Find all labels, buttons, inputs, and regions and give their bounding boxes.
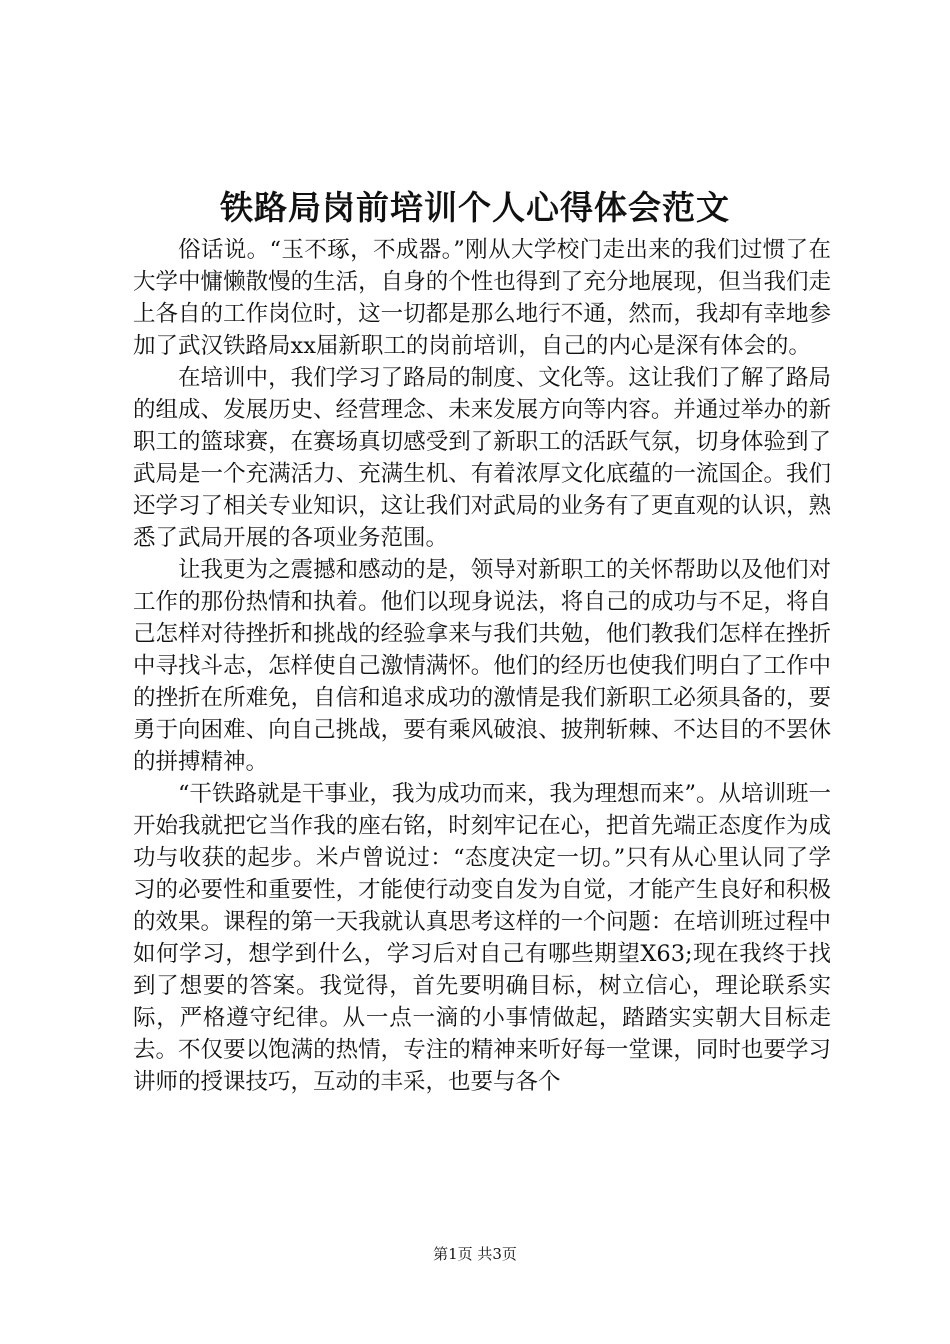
paragraph-4: “干铁路就是干事业，我为成功而来，我为理想而来”。从培训班一开始我就把它当作我的座右铭，时刻牢记在心，把首先端正态度作为成功与收获的起步。米卢曾说过：“态度决定一切。”只有从心里认同了学习的必要性和重要性，才能使行动变自发为自觉，才能产生良好和积极的效果。课程的第一天我就认真思考这样的一个问题：在培训班过程中如何学习，想学到什么，学习后对自己有哪些期望X63;现在我终于找到了想要的答案。我觉得，首先要明确目标，树立信心，理论联系实际，严格遵守纪律。从一点一滴的小事情做起，踏踏实实朝大目标走去。不仅要以饱满的热情，专注的精神来听好每一堂课，同时也要学习讲师的授课技巧，互动的丰采，也要与各个 xyxy=(133,781,832,1095)
document-body xyxy=(133,234,831,1098)
page-number-footer: 第1页 共3页 xyxy=(433,1245,517,1263)
paragraph-3: 让我更为之震撼和感动的是，领导对新职工的关怀帮助以及他们对工作的那份热情和执着。他们以现身说法，将自己的成功与不足，将自己怎样对待挫折和挑战的经验拿来与我们共勉，他们教我们怎样在挫折中寻找斗志，怎样使自己激情满怀。他们的经历也使我们明白了工作中的挫折在所难免，自信和追求成功的激情是我们新职工必须具备的，要勇于向困难、向自己挑战，要有乘风破浪、披荆斩棘、不达目的不罢休的拼搏精神。 xyxy=(133,557,831,775)
paragraph-1: 俗话说。“玉不琢，不成器。”刚从大学校门走出来的我们过惯了在大学中慵懒散慢的生活，自身的个性也得到了充分地展现，但当我们走上各自的工作岗位时，这一切都是那么地行不通，然而，我却有幸地参加了武汉铁路局xx届新职工的岗前培训，自己的内心是深有体会的。 xyxy=(133,237,831,359)
paragraph-2: 在培训中，我们学习了路局的制度、文化等。这让我们了解了路局的组成、发展历史、经营理念、未来发展方向等内容。并通过举办的新职工的篮球赛，在赛场真切感受到了新职工的活跃气氛，切身体验到了武局是一个充满活力、充满生机、有着浓厚文化底蕴的一流国企。我们还学习了相关专业知识，这让我们对武局的业务有了更直观的认识，熟悉了武局开展的各项业务范围。 xyxy=(133,365,831,551)
document-title: 铁路局岗前培训个人心得体会范文 xyxy=(220,188,730,227)
